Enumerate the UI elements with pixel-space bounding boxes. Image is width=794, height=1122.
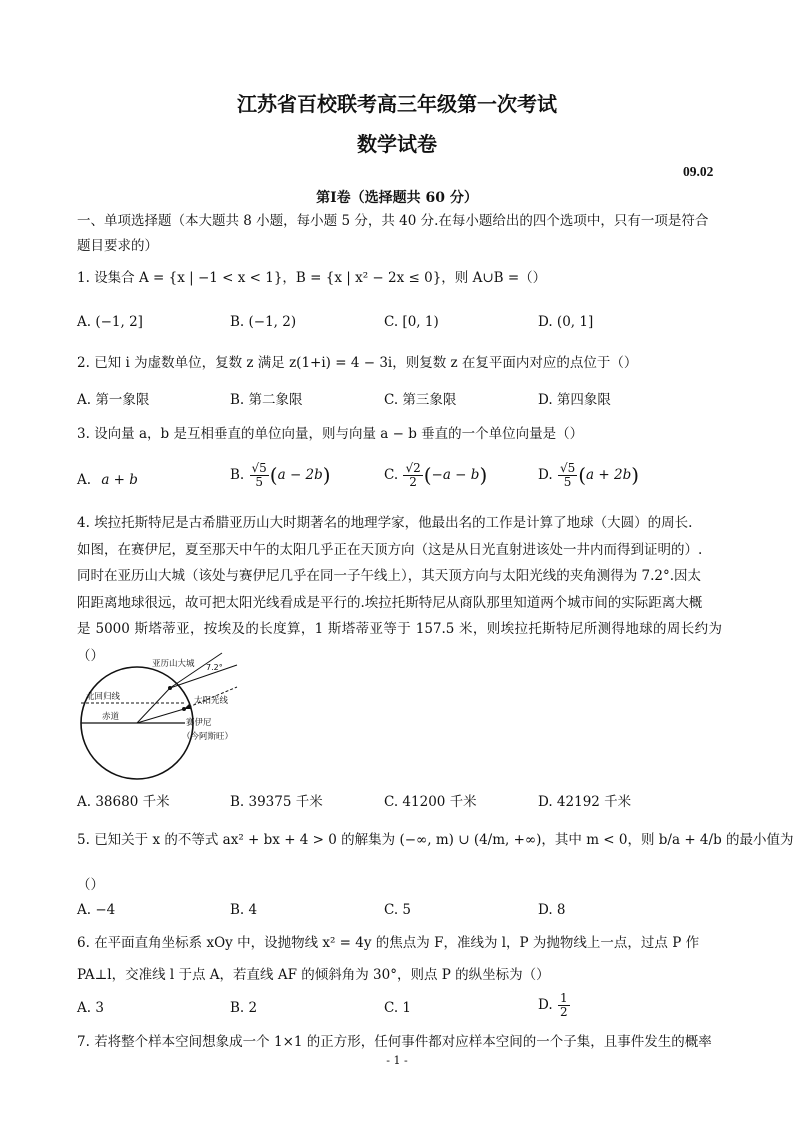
point-syene [182, 707, 186, 711]
question-number: 5. [77, 832, 90, 848]
question-3-option-d: D. $\frac{√5}{5}$ (a + 2b) [538, 461, 640, 489]
question-5-stem-tail: （） [77, 877, 104, 893]
question-5-option-d: D. 8 [538, 902, 566, 918]
point-alexandria [168, 686, 172, 690]
question-text: 设向量 a，b 是互相垂直的单位向量，则与向量 a − b 垂直的一个单位向量是（） [94, 426, 584, 442]
question-1-option-b: B. (−1, 2) [230, 314, 297, 330]
section-instruction-line1: 一、单项选择题（本大题共 8 小题，每小题 5 分，共 40 分.在每小题给出的四个选项中，只有一项是符合 [77, 213, 709, 229]
question-number: 3. [77, 426, 90, 442]
question-1-stem [77, 269, 546, 287]
question-5-stem [77, 831, 794, 849]
page-number: - 1 - [386, 1054, 408, 1067]
question-2-option-a: A. 第一象限 [77, 392, 150, 408]
question-5-option-a: A. −4 [77, 902, 116, 918]
question-number: 6. [77, 935, 90, 951]
question-1-option-c: C. [0, 1) [384, 314, 439, 330]
question-4-stem: 4. 埃拉托斯特尼是古希腊亚历山大时期著名的地理学家，他最出名的工作是计算了地球（大圆）的周长. 如图，在赛伊尼，夏至那天中午的太阳几乎正在天顶方向（这是从日光直射进该处一井内而得到证明的）. 同时在亚历山大城（该处与赛伊尼几乎在同一子午线上），其天顶方向与太阳光线的夹角测得为 7.2°.因太 阳距离地球很远，故可把太阳光线看成是平行的.埃拉托斯特尼从商队那里知道两个城市间的实际距离大概 是 5000 斯塔蒂亚，按埃及的长度算，1 斯塔蒂亚等于 157.5 米，则埃拉托斯特尼所测得地球的周长约为（） [77, 515, 722, 664]
question-4-option-c: C. 41200 千米 [384, 794, 477, 810]
fraction: $\frac{√5}{5}$ [251, 461, 267, 489]
question-number: 1. [77, 270, 90, 286]
question-3-stem [77, 425, 583, 443]
question-number: 7. [77, 1034, 90, 1050]
question-7-stem [77, 1033, 712, 1051]
fraction: $\frac{√5}{5}$ [559, 461, 576, 489]
section-heading: 第Ⅰ卷（选择题共 60 分） [316, 190, 478, 206]
question-text: 已知 i 为虚数单位，复数 z 满足 z(1+i) = 4 − 3i，则复数 z 在复平面内对应的点位于（） [94, 355, 638, 371]
question-text: 若将整个样本空间想象成一个 1×1 的正方形，任何事件都对应样本空间的一个子集，且事件发生的概率 [94, 1034, 712, 1050]
question-4-option-b: B. 39375 千米 [230, 794, 323, 810]
question-1-option-d: D. (0, 1] [538, 314, 594, 330]
label-angle: 7.2° [206, 663, 223, 672]
question-number: 2. [77, 355, 90, 371]
question-2-option-d: D. 第四象限 [538, 392, 611, 408]
exam-title: 江苏省百校联考高三年级第一次考试 [237, 92, 557, 116]
question-2-option-c: C. 第三象限 [384, 392, 457, 408]
question-text: 已知关于 x 的不等式 ax² + bx + 4 > 0 的解集为 (−∞, m) ∪ (4/m, +∞)，其中 m < 0，则 b/a + 4/b 的最小值为 [94, 832, 794, 848]
question-3-option-b: B. $\frac{√5}{5}$ (a − 2b) [230, 461, 331, 489]
exam-date: 09.02 [683, 164, 714, 179]
question-6-stem-line1 [77, 934, 699, 952]
question-text: 在平面直角坐标系 xOy 中，设抛物线 x² = 4y 的焦点为 F，准线为 l，P 为抛物线上一点，过点 P 作 [94, 935, 700, 951]
question-6-stem-line2: PA⊥l，交准线 l 于点 A，若直线 AF 的倾斜角为 30°，则点 P 的纵坐标为（） [77, 967, 550, 983]
question-6-option-c: C. 1 [384, 1000, 412, 1016]
label-alexandria: 亚历山大城 [152, 659, 195, 669]
question-3-option-c: C. $\frac{√2}{2}$ (−a − b) [384, 461, 488, 489]
label-tropic: 北回归线 [86, 692, 121, 702]
label-equator: 赤道 [102, 712, 120, 722]
question-6-option-d: D. $\frac{1}{2}$ [538, 991, 568, 1019]
question-5-option-c: C. 5 [384, 902, 412, 918]
exam-subtitle: 数学试卷 [357, 132, 437, 156]
question-6-option-a: A. 3 [77, 1000, 104, 1016]
fraction: $\frac{√2}{2}$ [405, 461, 421, 489]
label-aswan: （今阿斯旺） [182, 732, 234, 742]
question-text: 设集合 A = {x | −1 < x < 1}，B = {x | x² − 2x ≤ 0}，则 A∪B =（） [94, 270, 547, 286]
question-5-option-b: B. 4 [230, 902, 258, 918]
question-4-option-a: A. 38680 千米 [77, 794, 170, 810]
question-2-option-b: B. 第二象限 [230, 392, 303, 408]
question-number: 4. [77, 515, 90, 531]
label-sunlight: 太阳光线 [194, 696, 229, 706]
earth-diagram [72, 645, 247, 780]
section-instruction-line2: 题目要求的） [77, 238, 158, 254]
question-3-option-a: A. a + b [77, 472, 138, 488]
question-6-option-b: B. 2 [230, 1000, 258, 1016]
label-syene: 赛伊尼 [186, 718, 212, 728]
question-1-option-a: A. (−1, 2] [77, 314, 143, 330]
question-2-stem [77, 354, 637, 372]
question-4-option-d: D. 42192 千米 [538, 794, 632, 810]
fraction: $\frac{1}{2}$ [559, 991, 568, 1019]
